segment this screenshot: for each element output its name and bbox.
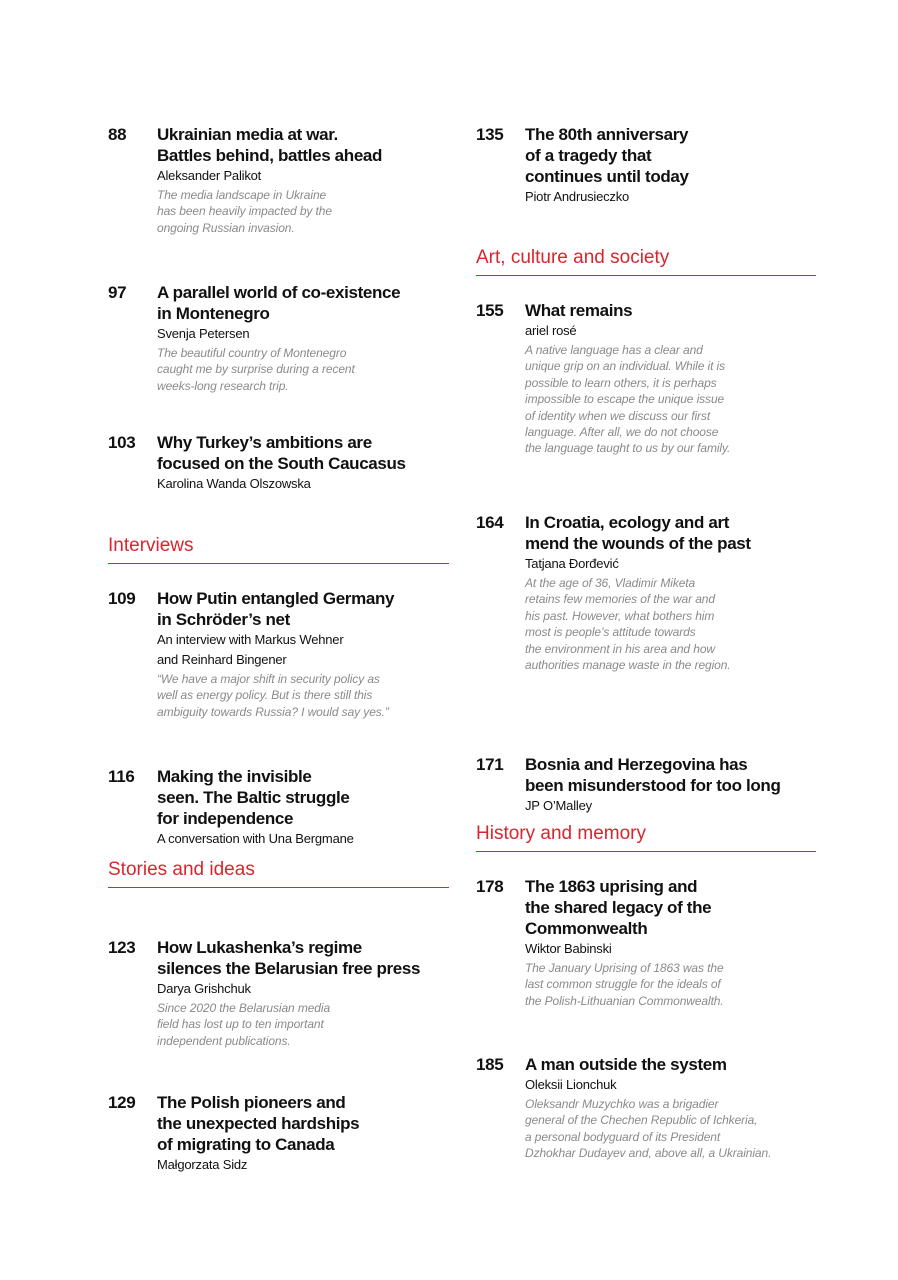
section-header-art-culture-and-society xyxy=(476,246,816,276)
entry-body xyxy=(157,766,449,849)
section-title: Interviews xyxy=(108,535,194,556)
title-line: of migrating to Canada xyxy=(157,1135,335,1154)
entry-body xyxy=(525,124,816,207)
article-title[interactable] xyxy=(525,512,816,554)
description-line: the environment in his area and how xyxy=(525,641,715,656)
author-line: Małgorzata Sidz xyxy=(157,1157,248,1172)
article-author xyxy=(157,979,449,999)
toc-entry-171[interactable] xyxy=(476,754,816,816)
description-line: possible to learn others, it is perhaps xyxy=(525,375,717,390)
article-title[interactable] xyxy=(157,282,449,324)
title-line: of a tragedy that xyxy=(525,146,652,165)
page-number: 185 xyxy=(476,1055,504,1074)
entry-body xyxy=(525,1054,816,1162)
description-line: last common struggle for the ideals of xyxy=(525,977,721,992)
description-line: a personal bodyguard of its President xyxy=(525,1129,721,1144)
description-line: weeks-long research trip. xyxy=(157,378,289,393)
description-line: general of the Chechen Republic of Ichkeria, xyxy=(525,1113,758,1128)
article-author xyxy=(525,796,816,816)
article-title[interactable] xyxy=(525,300,816,321)
title-line: Battles behind, battles ahead xyxy=(157,146,383,165)
section-title: Stories and ideas xyxy=(108,859,255,880)
description-line: language. After all, we do not choose xyxy=(525,425,719,440)
description-line: The January Uprising of 1863 was the xyxy=(525,961,724,975)
article-title[interactable] xyxy=(157,937,449,979)
toc-entry-185[interactable] xyxy=(476,1054,816,1162)
toc-entry-129[interactable] xyxy=(108,1092,449,1175)
article-title[interactable] xyxy=(525,1054,816,1075)
entry-body xyxy=(157,1092,449,1175)
author-line: An interview with Markus Wehner xyxy=(157,632,344,647)
description-line: At the age of 36, Vladimir Miketa xyxy=(525,576,696,590)
entry-body xyxy=(525,512,816,673)
article-description xyxy=(525,960,816,1009)
page-number: 164 xyxy=(476,513,504,532)
title-line: Ukrainian media at war. xyxy=(157,125,338,144)
toc-entry-109[interactable] xyxy=(108,588,449,720)
article-author xyxy=(157,474,449,494)
article-author xyxy=(157,829,449,849)
article-title[interactable] xyxy=(157,124,449,166)
title-line: silences the Belarusian free press xyxy=(157,959,421,978)
title-line: in Schröder’s net xyxy=(157,610,290,629)
description-line: ongoing Russian invasion. xyxy=(157,220,295,235)
author-line: ariel rosé xyxy=(525,323,577,338)
entry-body xyxy=(157,282,449,394)
title-line: How Putin entangled Germany xyxy=(157,589,395,608)
article-title[interactable] xyxy=(525,754,816,796)
description-line: Oleksandr Muzychko was a brigadier xyxy=(525,1097,719,1111)
toc-entry-97[interactable] xyxy=(108,282,449,394)
title-line: focused on the South Caucasus xyxy=(157,454,406,473)
author-line: Svenja Petersen xyxy=(157,326,250,341)
author-line: Piotr Andrusieczko xyxy=(525,189,630,204)
description-line: his past. However, what bothers him xyxy=(525,608,715,623)
author-line: Karolina Wanda Olszowska xyxy=(157,476,311,491)
title-line: continues until today xyxy=(525,167,689,186)
description-line: the language taught to us by our family. xyxy=(525,441,731,456)
toc-entry-164[interactable] xyxy=(476,512,816,673)
description-line: independent publications. xyxy=(157,1033,291,1048)
title-line: The 80th anniversary xyxy=(525,125,689,144)
article-description xyxy=(157,671,449,720)
article-author xyxy=(157,1155,449,1175)
article-title[interactable] xyxy=(525,876,816,939)
author-line: JP O’Malley xyxy=(525,798,592,813)
description-line: field has lost up to ten important xyxy=(157,1017,324,1032)
page-number: 123 xyxy=(108,938,136,957)
toc-entry-103[interactable] xyxy=(108,432,449,494)
description-line: Since 2020 the Belarusian media xyxy=(157,1001,331,1015)
entry-body xyxy=(157,937,449,1049)
section-header-history-and-memory xyxy=(476,822,816,852)
description-line: most is people’s attitude towards xyxy=(525,625,696,640)
article-title[interactable] xyxy=(157,432,449,474)
description-line: caught me by surprise during a recent xyxy=(157,362,355,377)
entry-body xyxy=(525,876,816,1009)
title-line: seen. The Baltic struggle xyxy=(157,788,350,807)
article-author xyxy=(525,321,816,341)
article-author xyxy=(157,166,449,186)
page-number: 178 xyxy=(476,877,504,896)
author-line: and Reinhard Bingener xyxy=(157,652,287,667)
page-number: 135 xyxy=(476,125,504,144)
description-line: impossible to escape the unique issue xyxy=(525,392,725,407)
article-author xyxy=(525,1075,816,1095)
entry-body xyxy=(525,754,816,816)
description-line: has been heavily impacted by the xyxy=(157,204,332,219)
page-number: 109 xyxy=(108,589,136,608)
title-line: The Polish pioneers and xyxy=(157,1093,346,1112)
section-header-stories-and-ideas xyxy=(108,858,449,888)
title-line: The 1863 uprising and xyxy=(525,877,698,896)
section-title: Art, culture and society xyxy=(476,247,670,268)
description-line: “We have a major shift in security policy as xyxy=(157,672,380,686)
toc-entry-116[interactable] xyxy=(108,766,449,849)
toc-entry-135[interactable] xyxy=(476,124,816,207)
title-line: mend the wounds of the past xyxy=(525,534,751,553)
description-line: The media landscape in Ukraine xyxy=(157,188,327,202)
author-line: Wiktor Babinski xyxy=(525,941,612,956)
description-line: unique grip on an individual. While it is xyxy=(525,359,726,374)
description-line: ambiguity towards Russia? I would say yes.” xyxy=(157,704,389,719)
entry-body xyxy=(157,432,449,494)
title-line: In Croatia, ecology and art xyxy=(525,513,730,532)
author-line: A conversation with Una Bergmane xyxy=(157,831,354,846)
description-line: retains few memories of the war and xyxy=(525,592,715,607)
article-author xyxy=(525,939,816,959)
description-line: Dzhokhar Dudayev and, above all, a Ukrainian. xyxy=(525,1146,772,1161)
title-line: What remains xyxy=(525,301,633,320)
entry-body xyxy=(157,588,449,720)
title-line: Bosnia and Herzegovina has xyxy=(525,755,748,774)
title-line: Why Turkey’s ambitions are xyxy=(157,433,372,452)
description-line: of identity when we discuss our first xyxy=(525,408,711,423)
author-line: Oleksii Lionchuk xyxy=(525,1077,617,1092)
description-line: A native language has a clear and xyxy=(525,343,703,357)
article-title[interactable] xyxy=(157,766,449,829)
section-header-interviews xyxy=(108,534,449,564)
entry-body xyxy=(525,300,816,457)
article-title[interactable] xyxy=(525,124,816,187)
description-line: well as energy policy. But is there still this xyxy=(157,688,373,703)
article-description xyxy=(525,1096,816,1162)
description-line: The beautiful country of Montenegro xyxy=(157,346,347,360)
toc-entry-178[interactable] xyxy=(476,876,816,1009)
title-line: A parallel world of co-existence xyxy=(157,283,401,302)
title-line: the shared legacy of the xyxy=(525,898,712,917)
page-number: 97 xyxy=(108,283,127,302)
article-description xyxy=(157,187,449,236)
page-number: 171 xyxy=(476,755,504,774)
title-line: the unexpected hardships xyxy=(157,1114,360,1133)
title-line: in Montenegro xyxy=(157,304,270,323)
page-number: 129 xyxy=(108,1093,136,1112)
section-title: History and memory xyxy=(476,823,646,844)
article-title[interactable] xyxy=(157,1092,449,1155)
article-description xyxy=(525,575,816,673)
description-line: authorities manage waste in the region. xyxy=(525,658,731,673)
author-line: Aleksander Palikot xyxy=(157,168,262,183)
title-line: A man outside the system xyxy=(525,1055,727,1074)
page-number: 88 xyxy=(108,125,127,144)
title-line: Making the invisible xyxy=(157,767,312,786)
article-description xyxy=(525,342,816,457)
author-line: Darya Grishchuk xyxy=(157,981,251,996)
author-line: Tatjana Đorđević xyxy=(525,556,619,571)
title-line: been misunderstood for too long xyxy=(525,776,781,795)
article-description xyxy=(157,345,449,394)
article-author xyxy=(525,187,816,207)
article-author xyxy=(157,630,449,670)
entry-body xyxy=(157,124,449,236)
title-line: Commonwealth xyxy=(525,919,648,938)
article-title[interactable] xyxy=(157,588,449,630)
page-number: 155 xyxy=(476,301,504,320)
toc-entry-88[interactable] xyxy=(108,124,449,236)
title-line: for independence xyxy=(157,809,294,828)
toc-entry-123[interactable] xyxy=(108,937,449,1049)
article-author xyxy=(525,554,816,574)
page-number: 116 xyxy=(108,767,135,786)
article-description xyxy=(157,1000,449,1049)
page-number: 103 xyxy=(108,433,136,452)
toc-entry-155[interactable] xyxy=(476,300,816,457)
title-line: How Lukashenka’s regime xyxy=(157,938,362,957)
description-line: the Polish-Lithuanian Commonwealth. xyxy=(525,993,724,1008)
article-author xyxy=(157,324,449,344)
